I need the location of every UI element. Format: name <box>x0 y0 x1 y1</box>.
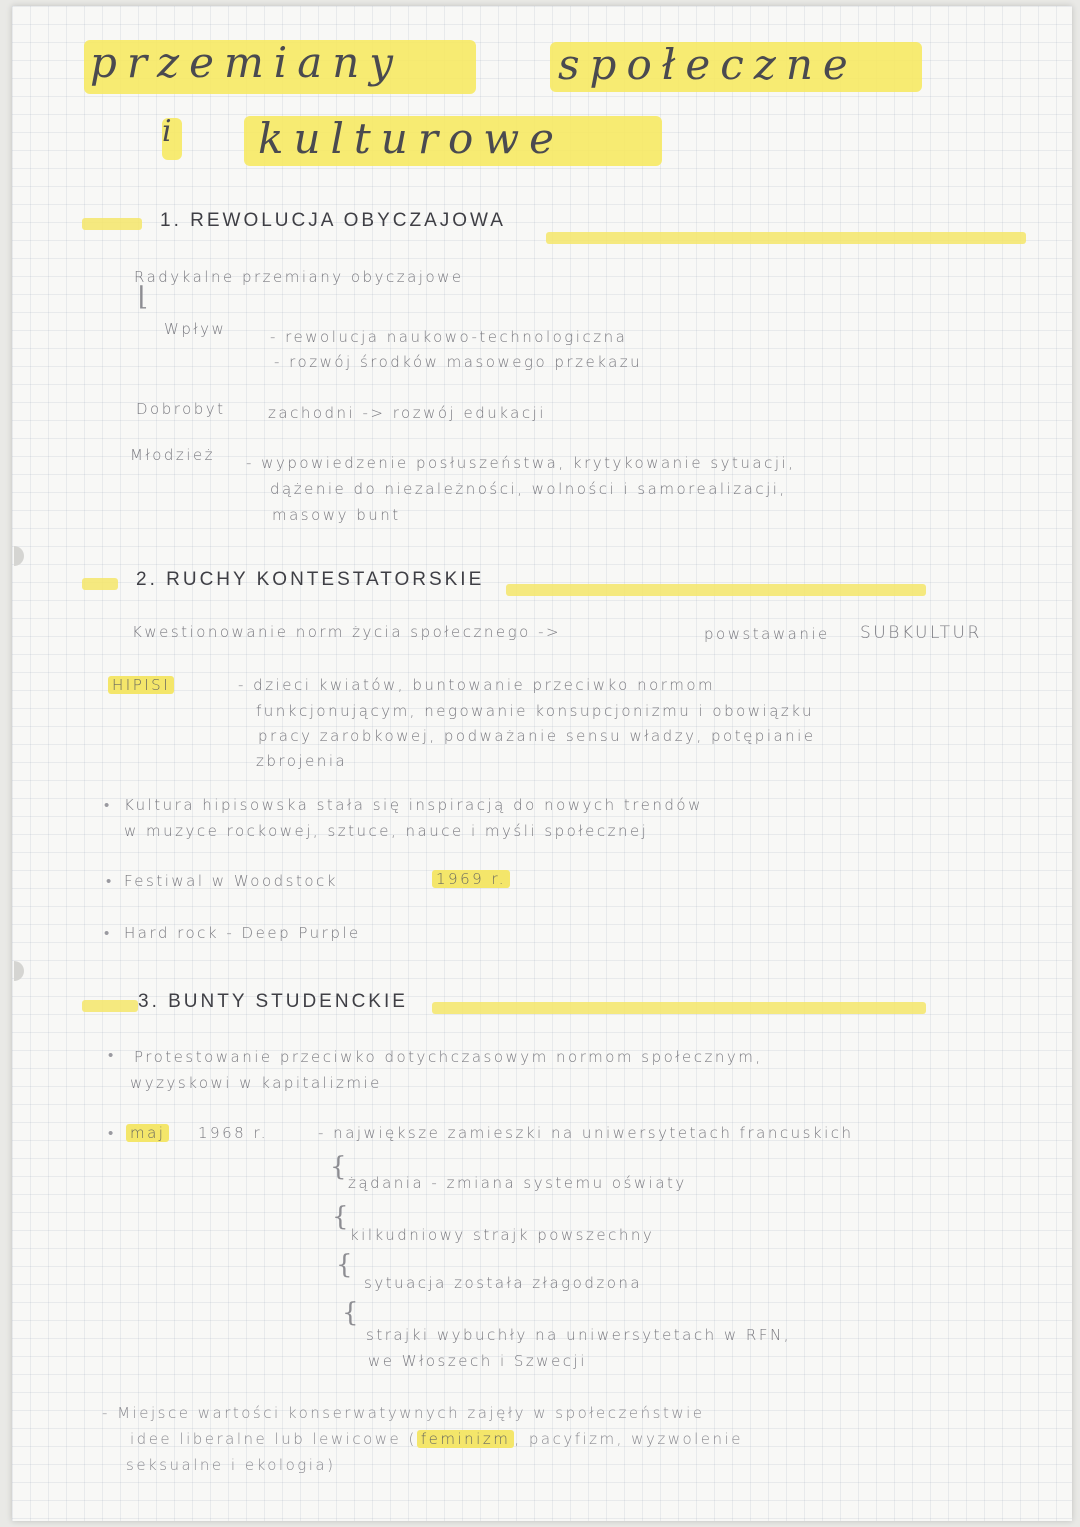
feminism-highlight: feminizm <box>417 1430 514 1448</box>
title-word-kulturowe: kulturowe <box>258 114 565 163</box>
text-row: - rewolucja naukowo-technologiczna <box>270 328 628 346</box>
text-row: wyzyskowi w kapitalizmie <box>130 1074 382 1092</box>
text-row: żądania - zmiana systemu oświaty <box>348 1174 687 1192</box>
text-row: w muzyce rockowej, sztuce, nauce i myśli społecznej <box>124 822 649 840</box>
punch-hole <box>14 961 24 981</box>
text-row: zbrojenia <box>256 752 348 770</box>
title-word-i: i <box>162 114 182 149</box>
text-row: funkcjonującym, negowanie konsupcjonizmu i obowiązku <box>256 702 815 720</box>
festival-year: 1969 r. <box>432 870 510 888</box>
subculture-word: SUBKULTUR <box>860 623 982 643</box>
text-row: idee liberalne lub lewicowe ( feminizm , pacyfizm, wyzwolenie <box>130 1430 743 1448</box>
text-row: Festiwal w Woodstock <box>124 872 338 890</box>
text-row: Kultura hipisowska stała się inspiracją do nowych trendów <box>124 796 703 814</box>
section-heading-2: 2. RUCHY KONTESTATORSKIE <box>136 569 485 590</box>
title-word-spoleczne: społeczne <box>558 40 858 89</box>
text-row: - największe zamieszki na uniwersytetach francuskich <box>318 1124 854 1142</box>
text-row: powstawanie <box>704 625 830 643</box>
text-label: Młodzież <box>130 446 216 464</box>
text-row: strajki wybuchły na uniwersytetach w RFN, <box>366 1326 791 1344</box>
hippies-label-row <box>108 676 174 694</box>
text-row: Hard rock - Deep Purple <box>124 924 361 942</box>
text-row: - dzieci kwiatów, buntowanie przeciwko normom <box>238 676 716 694</box>
text-row: we Włoszech i Szwecji <box>368 1352 587 1370</box>
may-label-row <box>126 1124 169 1142</box>
punch-hole <box>14 546 24 566</box>
text-row: Protestowanie przeciwko dotychczasowym normom społecznym, <box>134 1048 763 1066</box>
notebook-page: przemiany społeczne i kulturowe 1. REWOLUCJA OBYCZAJOWA Radykalne przemiany obyczajowe ⌊ Wpływ - rewolucja naukowo-technologiczna - rozwój środków masowego przekazu Dobrobyt zachodni -> rozwój edukacji Młodzież - wypowiedzenie posłuszeństwa, krytykowanie sytuacji, dążenie do niezależności, wolności i samorealizacji, masowy bunt 2. RUCHY KONTESTATORSKIE Kwestionowanie norm życia społecznego -> powstawanie SUBKULTUR HIPISI - dzieci kwiatów, buntowanie przeciwko normom funkcjonującym, negowanie konsupcjonizmu i obowiązku pracy zarobkowej, podważanie sensu władzy, potępianie zbrojenia • Kultura hipisowska stała się inspiracją do nowych trendów w muzyce rockowej, sztuce, nauce i myśli społecznej • Festiwal w Woodstock 1969 r. • Hard rock - Deep Purple 3. BUNTY STUDENCKIE • Protestowanie przeciwko dotychczasowym normom społecznym, wyzyskowi w kapitalizmie • maj 1968 r. - największe zamieszki na uniwersytetach francuskich { żądania - zmiana systemu oświaty { kilkudniowy strajk powszechny { sytuacja została złagodzona { strajki wybuchły na uniwersytetach w RFN, we Włoszech i Szwecji - Miejsce wartości konserwatywnych zajęły w społeczeństwie idee liberalne lub lewicowe ( feminizm , pacyfizm, wyzwolenie seksualne i ekologia) <box>12 6 1072 1521</box>
text-row: seksualne i ekologia) <box>126 1456 336 1474</box>
text-row: - rozwój środków masowego przekazu <box>274 353 643 371</box>
text-label: Wpływ <box>164 320 227 338</box>
text-row: Radykalne przemiany obyczajowe <box>134 268 464 286</box>
text-row: kilkudniowy strajk powszechny <box>350 1226 655 1244</box>
text-row: masowy bunt <box>272 506 401 524</box>
section-heading-3: 3. BUNTY STUDENCKIE <box>138 991 408 1012</box>
may-label: maj <box>126 1124 169 1142</box>
text-row: - Miejsce wartości konserwatywnych zajęły w społeczeństwie <box>102 1404 705 1422</box>
text-row: sytuacja została złagodzona <box>364 1274 643 1292</box>
festival-year-row <box>432 870 510 888</box>
hippies-label: HIPISI <box>108 676 174 694</box>
text-row: pracy zarobkowej, podważanie sensu władzy, potępianie <box>258 727 816 745</box>
section-heading-1: 1. REWOLUCJA OBYCZAJOWA <box>160 210 506 231</box>
text-row: Kwestionowanie norm życia społecznego -> <box>132 623 562 641</box>
text-label: Dobrobyt <box>136 400 226 418</box>
may-year: 1968 r. <box>198 1124 268 1142</box>
text-row: zachodni -> rozwój edukacji <box>268 404 546 422</box>
text-row: - wypowiedzenie posłuszeństwa, krytykowanie sytuacji, <box>246 454 796 472</box>
text-row: dążenie do niezależności, wolności i samorealizacji, <box>270 480 787 498</box>
title-word-przemiany: przemiany <box>90 38 404 87</box>
